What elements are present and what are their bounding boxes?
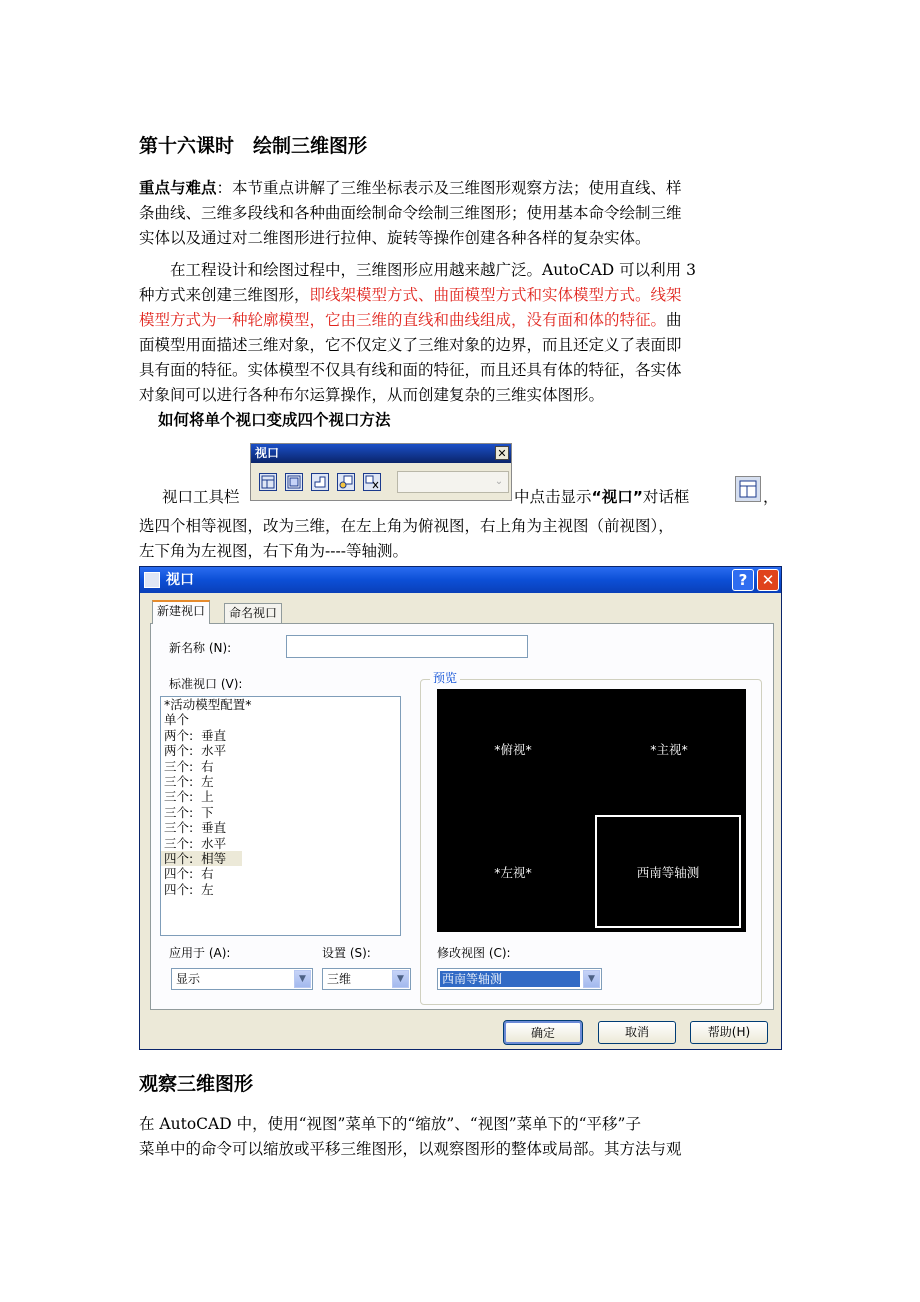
list-item[interactable]: 四个: 右	[164, 866, 214, 882]
setup-select[interactable]	[322, 968, 411, 990]
viewport-dialog-icon-inline	[735, 476, 761, 502]
apply-to-label: 应用于 (A):	[169, 946, 231, 960]
intro-line-3b: 曲	[666, 311, 682, 329]
list-item[interactable]: 三个: 上	[164, 789, 214, 805]
list-item[interactable]: 三个: 垂直	[164, 820, 227, 836]
toolbar-close-icon[interactable]: ✕	[495, 446, 509, 460]
list-item[interactable]: 两个: 水平	[164, 743, 227, 759]
close-icon[interactable]: ✕	[757, 569, 779, 591]
new-name-input[interactable]	[286, 635, 528, 658]
list-item[interactable]: 三个: 水平	[164, 835, 227, 851]
intro-line-2a: 种方式来创建三维图形，	[139, 286, 310, 304]
list-item[interactable]: 两个: 垂直	[164, 727, 227, 743]
apply-to-value: 显示	[176, 972, 201, 986]
instr-a: 视口工具栏	[162, 488, 240, 506]
list-item[interactable]: 单个	[164, 712, 190, 728]
help-icon[interactable]: ?	[732, 569, 754, 591]
standard-viewports-list[interactable]	[160, 696, 401, 936]
setup-value: 三维	[327, 972, 352, 986]
help-button[interactable]: 帮助(H)	[690, 1021, 768, 1044]
focus-line-2: 条曲线、三维多段线和各种曲面绘制命令绘制三维图形；使用基本命令绘制三维	[139, 204, 682, 222]
viewport-scale-combo[interactable]	[397, 471, 509, 493]
preview-label: 预览	[430, 669, 460, 686]
instr-c: “视口”	[591, 488, 643, 506]
list-item[interactable]: 三个: 右	[164, 758, 214, 774]
focus-label: 重点与难点	[139, 179, 217, 197]
change-view-value: 西南等轴测	[440, 971, 580, 987]
list-item[interactable]: *活动模型配置*	[164, 697, 252, 712]
tab-new-viewports[interactable]: 新建视口	[152, 600, 210, 624]
section-heading: 观察三维图形	[139, 1073, 254, 1095]
subheading: 如何将单个视口变成四个视口方法	[158, 411, 391, 429]
dialog-titlebar	[140, 567, 781, 593]
ok-button[interactable]: 确定	[504, 1021, 582, 1044]
instr-line-3: 左下角为左视图，右下角为----等轴测。	[139, 542, 408, 560]
viewport-bottom-right-active[interactable]: 西南等轴测	[595, 815, 741, 928]
intro-line-1: 在工程设计和绘图过程中，三维图形应用越来越广泛。AutoCAD 可以利用 3	[170, 261, 696, 279]
clip-viewport-icon[interactable]	[363, 473, 381, 491]
list-item[interactable]: 三个: 下	[164, 804, 214, 820]
instr-e: ，	[763, 488, 779, 506]
list-item-selected[interactable]: 四个: 相等	[161, 851, 242, 866]
chevron-down-icon[interactable]: ▼	[392, 970, 409, 988]
dialog-title: 视口	[166, 572, 194, 588]
intro-line-6: 对象间可以进行各种布尔运算操作，从而创建复杂的三维实体图形。	[139, 386, 605, 404]
change-view-label: 修改视图 (C):	[437, 946, 511, 960]
intro-line-5: 具有面的特征。实体模型不仅具有线和面的特征，而且还具有体的特征，各实体	[139, 361, 682, 379]
list-item[interactable]: 四个: 左	[164, 881, 214, 897]
tab-named-viewports[interactable]: 命名视口	[224, 603, 282, 623]
change-view-select[interactable]	[437, 968, 602, 990]
focus-line-1	[139, 176, 682, 201]
viewport-top-right[interactable]: *主视*	[592, 689, 746, 808]
instr-line-2: 选四个相等视图，改为三维，在左上角为俯视图，右上角为主视图（前视图），	[139, 517, 674, 535]
focus-line-3: 实体以及通过对二维图形进行拉伸、旋转等操作创建各种各样的复杂实体。	[139, 229, 651, 247]
viewport-dialog-icon[interactable]	[259, 473, 277, 491]
instr-line-1	[514, 485, 689, 510]
combo-chevron-down-icon: ⌄	[494, 476, 504, 487]
list-item[interactable]: 三个: 左	[164, 773, 214, 789]
page-title: 第十六课时 绘制三维图形	[139, 135, 368, 157]
intro-line-2b: 即线架模型方式、曲面模型方式和实体模型方式。线架	[309, 286, 682, 304]
intro-line-3a: 模型方式为一种轮廓模型，它由三维的直线和曲线组成，没有面和体的特征。	[139, 311, 667, 329]
chevron-down-icon[interactable]: ▼	[583, 970, 600, 988]
instr-b: 中点击显示	[514, 488, 592, 506]
focus-text-1: ：本节重点讲解了三维坐标表示及三维图形观察方法；使用直线、样	[216, 179, 682, 197]
toolbar-title: 视口	[251, 444, 511, 463]
single-viewport-icon[interactable]	[285, 473, 303, 491]
viewport-toolbar	[250, 443, 512, 501]
intro-line-2	[139, 283, 682, 308]
setup-label: 设置 (S):	[322, 946, 371, 960]
polygon-viewport-icon[interactable]	[311, 473, 329, 491]
intro-line-4: 面模型用面描述三维对象，它不仅定义了三维对象的边界，而且还定义了表面即	[139, 336, 682, 354]
viewport-dialog	[139, 566, 782, 1050]
instr-d: 对话框	[642, 488, 690, 506]
app-icon	[144, 572, 160, 588]
preview-area	[437, 689, 746, 932]
viewport-top-left[interactable]: *俯视*	[437, 689, 589, 808]
apply-to-select[interactable]	[171, 968, 313, 990]
section-line-1: 在 AutoCAD 中，使用“视图”菜单下的“缩放”、“视图”菜单下的“平移”子	[139, 1115, 641, 1133]
standard-viewports-label: 标准视口 (V):	[169, 677, 243, 691]
viewport-bottom-left[interactable]: *左视*	[437, 811, 589, 932]
intro-line-3	[139, 308, 682, 333]
chevron-down-icon[interactable]: ▼	[294, 970, 311, 988]
cancel-button[interactable]: 取消	[598, 1021, 676, 1044]
new-name-label: 新名称 (N):	[169, 641, 232, 655]
section-line-2: 菜单中的命令可以缩放或平移三维图形，以观察图形的整体或局部。其方法与观	[139, 1140, 682, 1158]
convert-object-icon[interactable]	[337, 473, 355, 491]
